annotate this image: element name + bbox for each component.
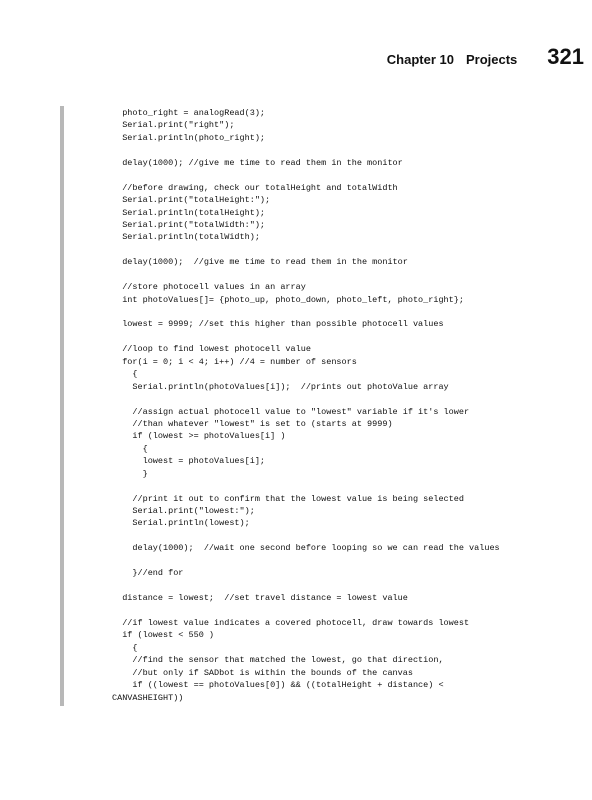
code-line (112, 331, 582, 343)
code-listing (112, 107, 582, 704)
chapter-label: Chapter 10 (386, 52, 454, 67)
code-line: if ((lowest == photoValues[0]) && ((totalHeight + distance) < (112, 680, 444, 691)
code-line: Serial.println(photoValues[i]); //prints out photoValue array (112, 381, 449, 392)
code-line: Serial.print("right"); (112, 120, 235, 131)
code-line: }//end for (112, 568, 184, 579)
code-line: int photoValues[]= {photo_up, photo_down, photo_left, photo_right}; (112, 294, 464, 305)
code-line (112, 555, 582, 567)
page-number: 321 (547, 44, 584, 69)
code-line (112, 169, 582, 181)
code-line: lowest = photoValues[i]; (112, 456, 266, 467)
code-line: Serial.println(lowest); (112, 518, 250, 529)
code-line (112, 306, 582, 318)
code-line: Serial.print("totalHeight:"); (112, 195, 271, 206)
code-line: delay(1000); //give me time to read them in the monitor (112, 157, 403, 168)
chapter-title: Projects (465, 52, 518, 67)
code-line: distance = lowest; //set travel distance = lowest value (112, 593, 408, 604)
code-line (112, 605, 582, 617)
code-line: //assign actual photocell value to "lowest" variable if it's lower (112, 406, 470, 417)
code-line (112, 480, 582, 492)
code-line: //than whatever "lowest" is set to (starts at 9999) (112, 418, 393, 429)
code-line (112, 580, 582, 592)
code-line: if (lowest < 550 ) (112, 630, 215, 641)
code-line: //before drawing, check our totalHeight and totalWidth (112, 182, 398, 193)
code-line: //loop to find lowest photocell value (112, 344, 311, 355)
code-line: delay(1000); //wait one second before looping so we can read the values (112, 543, 500, 554)
code-line: //find the sensor that matched the lowest, go that direction, (112, 655, 444, 666)
code-line (112, 530, 582, 542)
code-line: { (112, 369, 138, 380)
code-line: Serial.print("lowest:"); (112, 506, 255, 516)
code-line: Serial.println(totalHeight); (112, 207, 266, 218)
code-line: } (112, 468, 148, 479)
code-line: //but only if SADbot is within the bounds of the canvas (112, 667, 413, 678)
code-line: Serial.print("totalWidth:"); (112, 219, 266, 230)
code-line (112, 269, 582, 281)
code-line (112, 244, 582, 256)
code-line: if (lowest >= photoValues[i] ) (112, 431, 286, 442)
running-header (387, 44, 584, 70)
code-line: { (112, 443, 148, 454)
code-line: //print it out to confirm that the lowest value is being selected (112, 493, 464, 504)
code-line (112, 144, 582, 156)
code-line: CANVASHEIGHT)) (112, 692, 184, 703)
code-line: { (112, 642, 138, 653)
code-line: lowest = 9999; //set this higher than possible photocell values (112, 319, 444, 330)
code-line: //store photocell values in an array (112, 282, 306, 293)
code-line: for(i = 0; i < 4; i++) //4 = number of sensors (112, 356, 357, 367)
code-line: Serial.println(photo_right); (112, 132, 266, 143)
code-line: delay(1000); //give me time to read them in the monitor (112, 257, 408, 268)
code-line: //if lowest value indicates a covered photocell, draw towards lowest (112, 617, 470, 628)
code-line (112, 393, 582, 405)
code-margin-rule (60, 106, 64, 706)
code-line: photo_right = analogRead(3); (112, 108, 266, 118)
code-line: Serial.println(totalWidth); (112, 232, 260, 243)
